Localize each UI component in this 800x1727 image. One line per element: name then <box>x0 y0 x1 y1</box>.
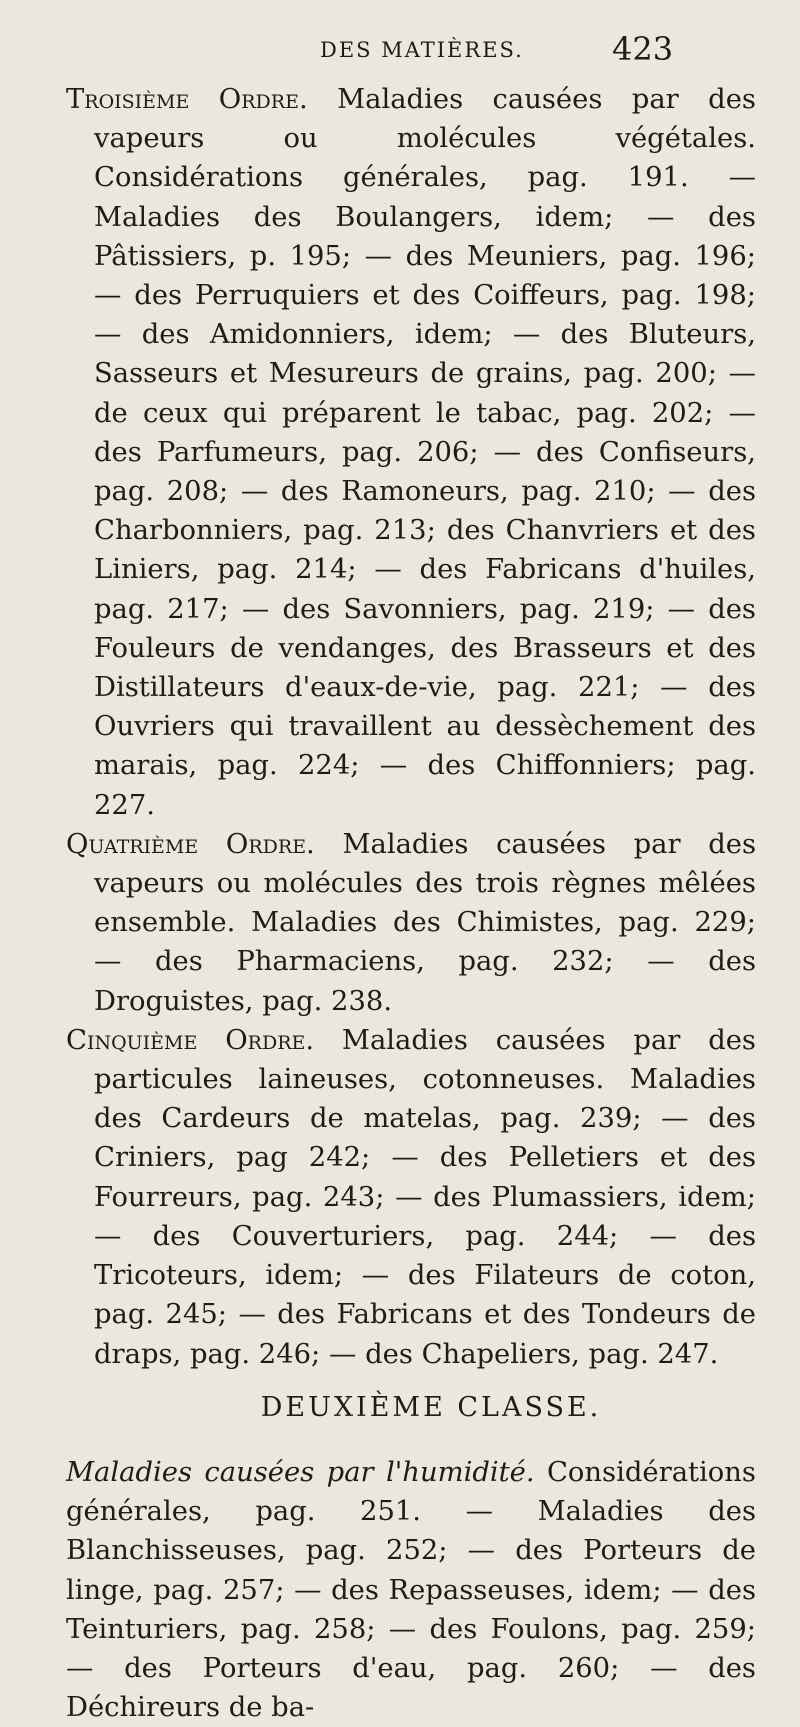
troisieme-ordre-entry <box>66 80 756 825</box>
deuxieme-classe-entry <box>66 1453 756 1727</box>
quatrieme-ordre-entry <box>66 825 756 1021</box>
cinquieme-ordre-label: Cinquième Ordre. <box>66 1024 315 1056</box>
index-body <box>66 80 756 1727</box>
quatrieme-ordre-label: Quatrième Ordre. <box>66 828 315 860</box>
troisieme-ordre-label: Troisième Ordre. <box>66 84 308 115</box>
page-number: 423 <box>612 30 674 68</box>
page-header <box>0 30 800 80</box>
quatrieme-ordre-text: Maladies causées par des vapeurs ou molécules des trois règnes mêlées ensemble. Maladies des Chimistes, pag. 229; — des Pharmaciens, pag. 232; — des Droguistes, pag. 238. <box>94 828 757 1017</box>
running-title: DES MATIÈRES. <box>320 38 524 62</box>
deuxieme-classe-text: Considérations générales, pag. 251. — Maladies des Blanchisseuses, pag. 252; — des Porteurs de linge, pag. 257; — des Repasseuses, idem; — des Teinturiers, pag. 258; — des Foulons, pag. 259; — des Porteurs d'eau, pag. 260; — des Déchireurs de ba- <box>66 1456 756 1724</box>
deuxieme-classe-label: Maladies causées par l'humidité. <box>66 1456 535 1488</box>
cinquieme-ordre-text: Maladies causées par des particules laineuses, cotonneuses. Maladies des Cardeurs de matelas, pag. 239; — des Criniers, pag 242; — des Pelletiers et des Fourreurs, pag. 243; — des Plumassiers, idem; — des Couverturiers, pag. 244; — des Tricoteurs, idem; — des Filateurs de coton, pag. 245; — des Fabricans et des Tondeurs de draps, pag. 246; — des Chapeliers, pag. 247. <box>94 1024 756 1370</box>
troisieme-ordre-text: Maladies causées par des vapeurs ou molécules végétales. Considérations générales, pag. 191. — Maladies des Boulangers, idem; — des Pâtissiers, p. 195; — des Meuniers, pag. 196; — des Perruquiers et des Coiffeurs, pag. 198; — des Amidonniers, idem; — des Bluteurs, Sasseurs et Mesureurs de grains, pag. 200; — de ceux qui préparent le tabac, pag. 202; — des Parfumeurs, pag. 206; — des Confiseurs, pag. 208; — des Ramoneurs, pag. 210; — des Charbonniers, pag. 213; des Chanvriers et des Liniers, pag. 214; — des Fabricans d'huiles, pag. 217; — des Savonniers, pag. 219; — des Fouleurs de vendanges, des Brasseurs et des Distillateurs d'eaux-de-vie, pag. 221; — des Ouvriers qui travaillent au dessèchement des marais, pag. 224; — des Chiffonniers; pag. 227. <box>94 84 756 821</box>
section-title: DEUXIÈME CLASSE. <box>260 1391 602 1423</box>
cinquieme-ordre-entry <box>66 1021 756 1374</box>
